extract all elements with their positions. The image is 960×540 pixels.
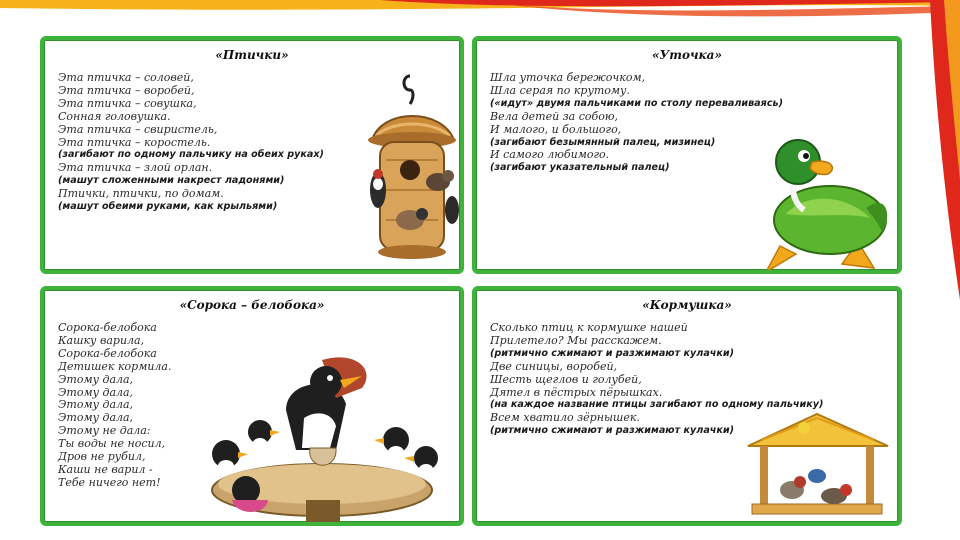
instruction-line: («идут» двумя пальчиками по столу переваливаясь): [490, 97, 783, 109]
verse-line: Шесть щеглов и голубей,: [490, 372, 642, 386]
verse-line: Этому не дала:: [58, 424, 151, 438]
verse-line: Тебе ничего нет!: [58, 475, 161, 489]
verse-line: Эта птичка – коростель.: [58, 135, 211, 149]
decorative-swoosh-right: [918, 0, 960, 300]
verse-line: Шла уточка бережочком,: [490, 71, 646, 84]
instruction-line: (на каждое название птицы загибают по одному пальчику): [490, 399, 824, 411]
card-title: «Сорока – белобока»: [179, 298, 325, 312]
verse-line: Вела детей за собою,: [490, 109, 619, 123]
verse-line: Дров не рубил,: [58, 450, 146, 464]
verse-line: Сонная головушка.: [58, 109, 171, 123]
instruction-line: (загибают указательный палец): [490, 162, 670, 174]
verse-line: Дятел в пёстрых пёрышках.: [490, 385, 663, 399]
instruction-line: (машут сложенными накрест ладонями): [58, 175, 285, 187]
card-title: «Уточка»: [652, 48, 722, 62]
card-title: «Птички»: [215, 48, 289, 62]
verse-line: Эта птичка – соловей,: [58, 71, 194, 84]
birdhouse-illustration: [362, 70, 462, 266]
verse-line: Эта птичка – воробей,: [58, 83, 195, 97]
verse-line: Кашку варила,: [58, 333, 145, 347]
instruction-line: (загибают безымянный палец, мизинец): [490, 136, 716, 148]
verse-line: Эта птичка – злой орлан.: [58, 161, 213, 175]
bird-feeder-illustration: [742, 410, 892, 522]
card-kormushka: [472, 286, 902, 526]
verse-line: И малого, и большого,: [490, 122, 622, 136]
verse-line: Эта птичка – совушка,: [58, 96, 197, 110]
instruction-line: (загибают по одному пальчику на обеих руках): [58, 149, 324, 161]
verse-line: Детишек кормила.: [58, 359, 172, 373]
duck-illustration: [746, 122, 896, 272]
verse-line: Эта птичка – свиристель,: [58, 122, 218, 136]
verse-line: Всем хватило зёрнышек.: [490, 411, 640, 425]
verse-line: Сколько птиц к кормушке нашей: [490, 321, 688, 334]
verse-line: Шла серая по крутому.: [490, 83, 630, 97]
verse-line: Этому дала,: [58, 411, 134, 425]
verse-line: Сорока-белобока: [58, 346, 157, 360]
decorative-swoosh-top: [0, 0, 960, 22]
card-soroka: [40, 286, 464, 526]
verse: [58, 322, 171, 490]
card-title: «Кормушка»: [642, 298, 732, 312]
verse-line: Прилетело? Мы расскажем.: [490, 333, 662, 347]
verse-line: Ты воды не носил,: [58, 437, 166, 451]
instruction-line: (машут обеими руками, как крыльями): [58, 201, 278, 213]
card-ptichki: [40, 36, 464, 274]
verse-line: Этому дала,: [58, 372, 134, 386]
verse-line: Каши не варил -: [58, 462, 153, 476]
magpie-illustration: [186, 340, 456, 524]
instruction-line: (ритмично сжимают и разжимают кулачки): [490, 347, 735, 359]
instruction-line: (ритмично сжимают и разжимают кулачки): [490, 425, 735, 437]
verse-line: Этому дала,: [58, 398, 134, 412]
verse-line: Птички, птички, по домам.: [58, 187, 224, 201]
verse-line: Две синицы, воробей,: [490, 359, 618, 373]
verse-line: Этому дала,: [58, 385, 134, 399]
verse-line: И самого любимого.: [490, 148, 610, 162]
verse-line: Сорока-белобока: [58, 321, 157, 334]
verse: [490, 72, 783, 175]
card-utochka: [472, 36, 902, 274]
verse: [58, 72, 324, 214]
